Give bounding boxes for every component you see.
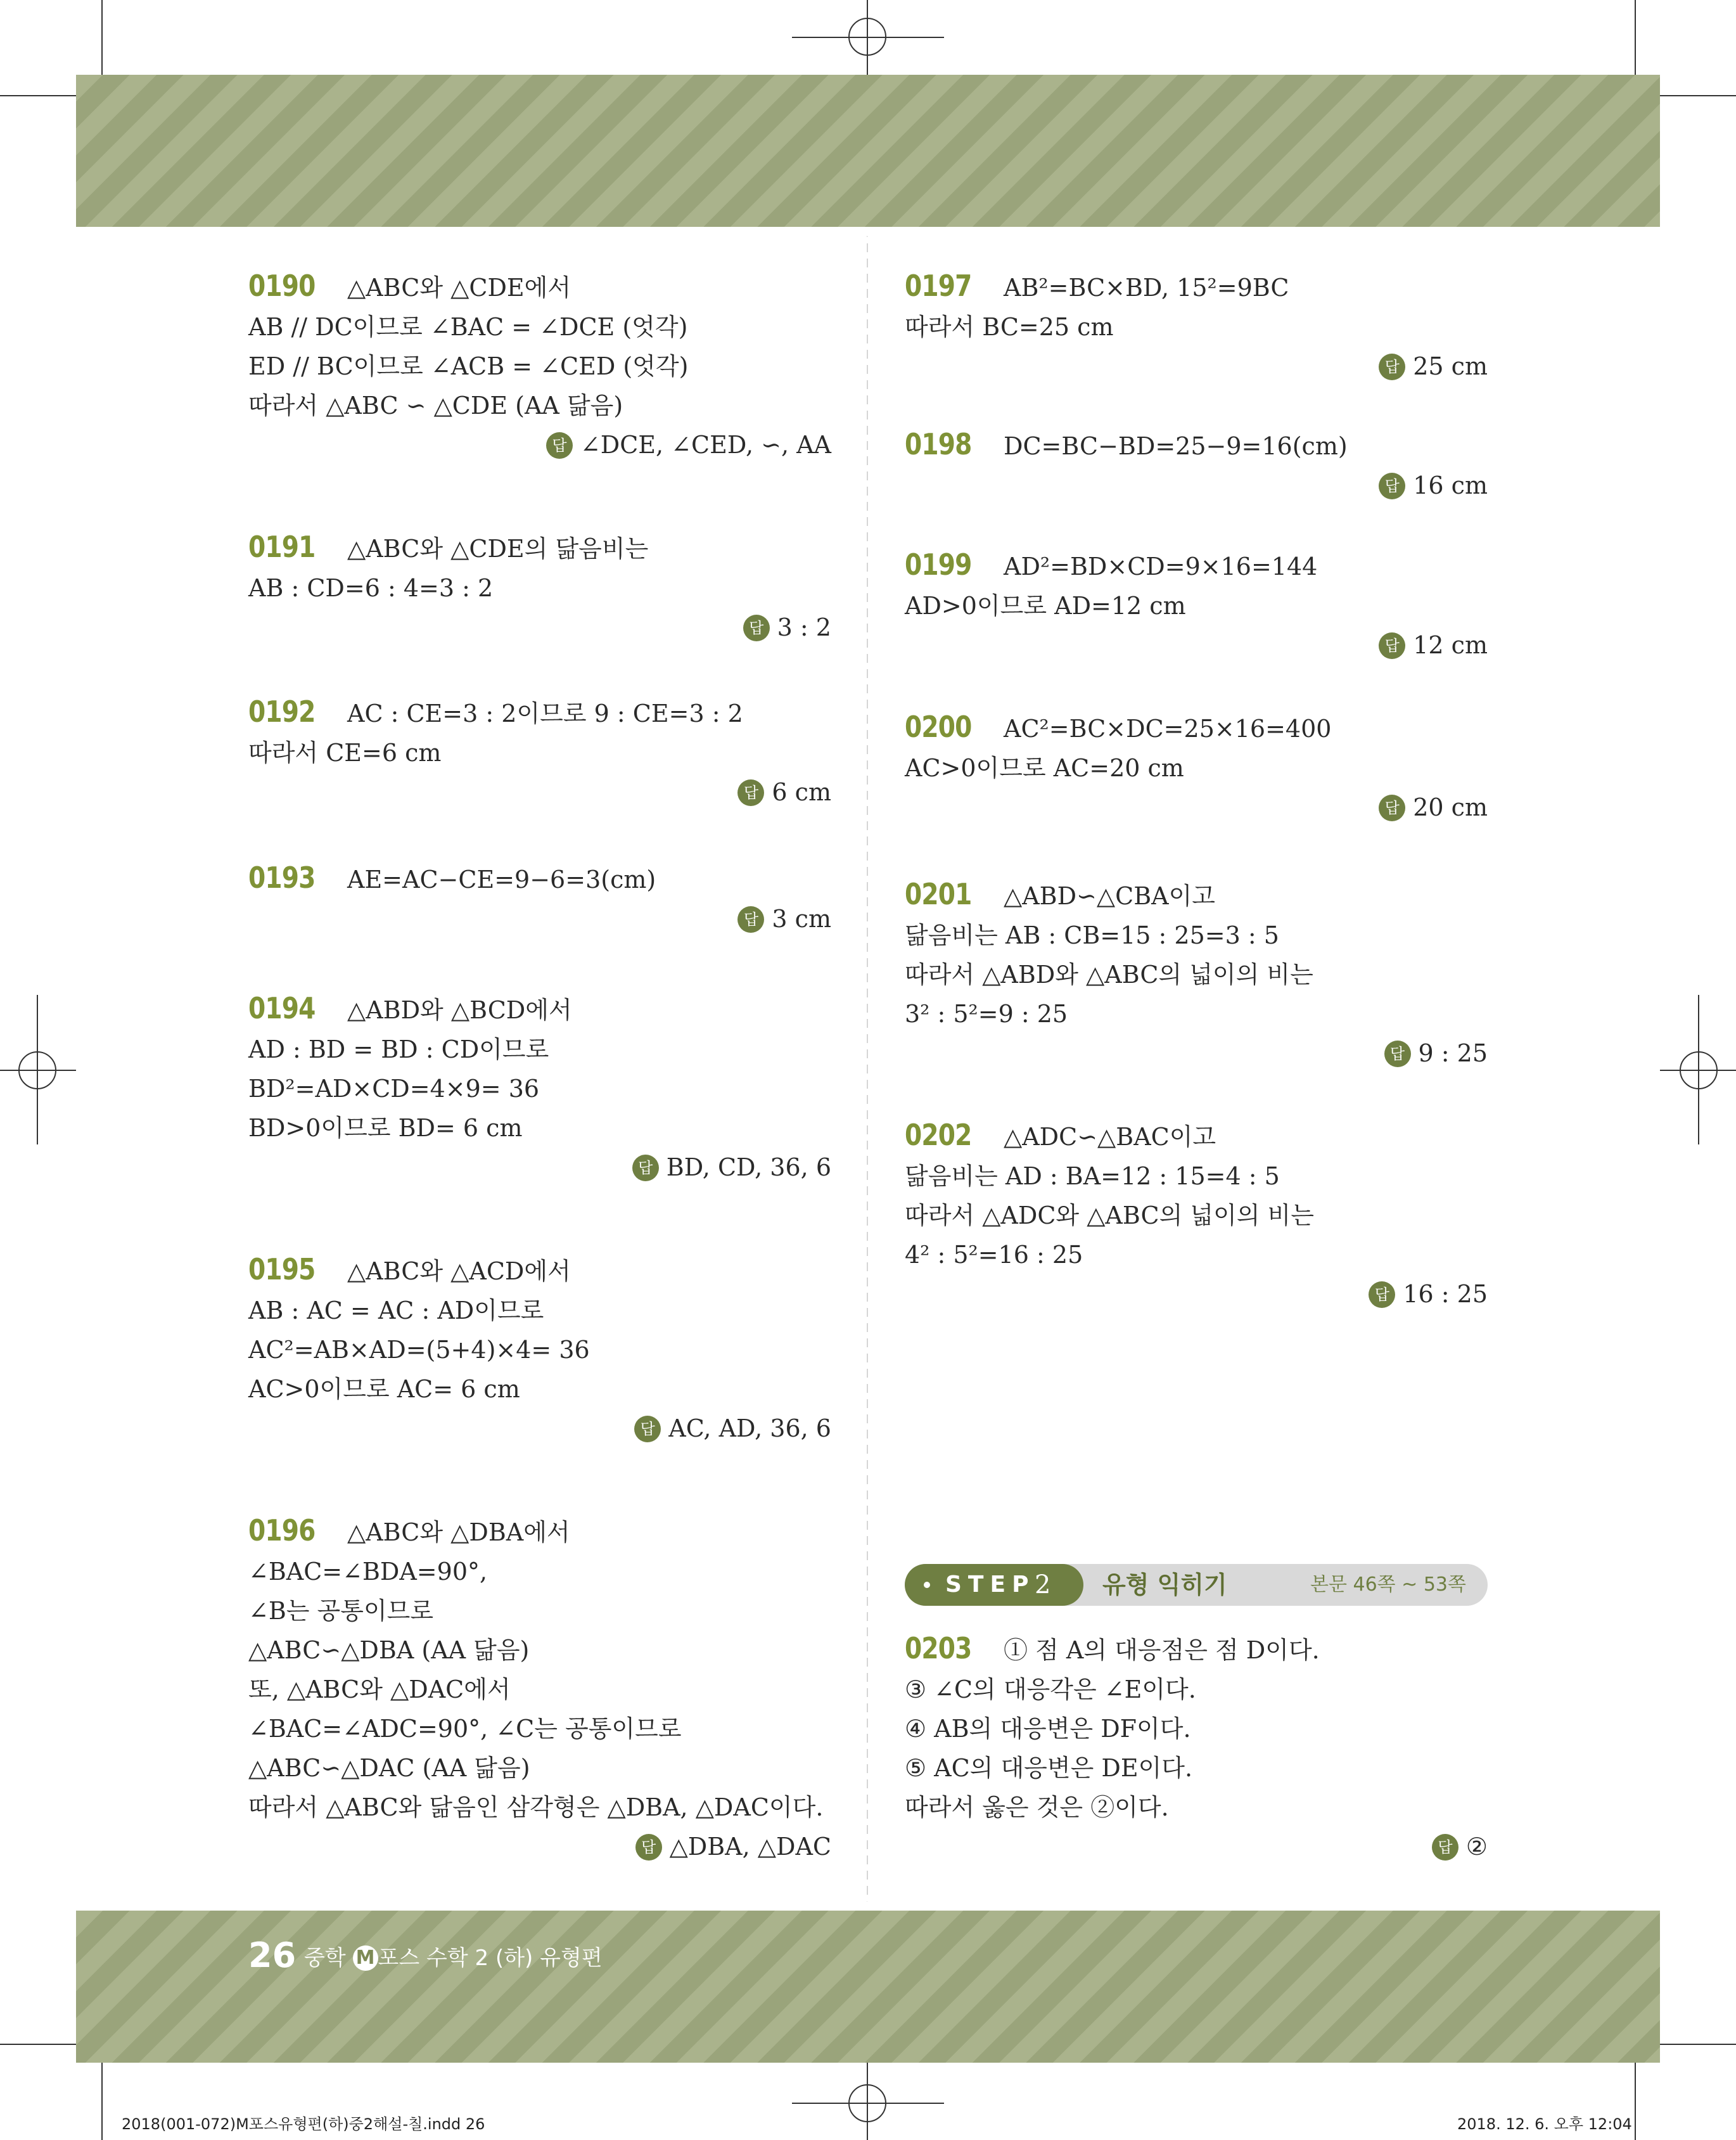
solution-line: △ABC와 △DBA에서 bbox=[347, 1518, 570, 1546]
answer bbox=[905, 1274, 1488, 1314]
solution-line: AB // DC이므로 ∠BAC = ∠DCE (엇각) bbox=[248, 313, 688, 341]
answer bbox=[248, 1409, 831, 1448]
solution-line: AC²=BC×DC=25×16=400 bbox=[1004, 715, 1332, 743]
answer bbox=[248, 608, 831, 647]
answer-badge: 답 bbox=[634, 1416, 661, 1442]
solution-line: △ABC와 △ACD에서 bbox=[347, 1257, 571, 1285]
crop-mark bbox=[1660, 95, 1736, 96]
problem-0195 bbox=[248, 1250, 831, 1448]
answer-text: ② bbox=[1465, 1833, 1488, 1861]
solution-line: AD²=BD×CD=9×16=144 bbox=[1004, 553, 1318, 580]
book-title-rest: 포스 수학 2 (하) 유형편 bbox=[378, 1945, 603, 1971]
answer bbox=[905, 625, 1488, 665]
solution-line: 닮음비는 AB : CB=15 : 25=3 : 5 bbox=[905, 921, 1279, 949]
step-label-pill bbox=[905, 1564, 1083, 1606]
crop-mark bbox=[101, 0, 103, 75]
bottom-decorative-band bbox=[76, 1911, 1660, 2063]
solution-line: DC=BC−BD=25−9=16(cm) bbox=[1004, 432, 1348, 460]
step-section-bar bbox=[905, 1564, 1488, 1606]
answer-badge: 답 bbox=[743, 615, 770, 641]
problem-number: 0190 bbox=[248, 269, 316, 303]
solution-line: AB : AC = AC : AD이므로 bbox=[248, 1297, 544, 1324]
problem-number: 0196 bbox=[248, 1513, 316, 1547]
solution-line: △ABD∽△CBA이고 bbox=[1004, 882, 1215, 910]
crop-mark bbox=[1635, 0, 1636, 75]
problem-0199 bbox=[905, 545, 1488, 665]
problem-0201 bbox=[905, 875, 1488, 1073]
answer-badge: 답 bbox=[1379, 632, 1405, 659]
answer-text: 3 cm bbox=[772, 905, 831, 933]
solution-line: 닮음비는 AD : BA=12 : 15=4 : 5 bbox=[905, 1162, 1280, 1190]
answer-badge: 답 bbox=[635, 1834, 662, 1861]
answer-text: 3 : 2 bbox=[777, 613, 831, 641]
problem-number: 0191 bbox=[248, 530, 316, 564]
solution-line: △ABD와 △BCD에서 bbox=[347, 996, 572, 1024]
top-decorative-band bbox=[76, 75, 1660, 227]
solution-line: ∠B는 공통이므로 bbox=[248, 1597, 434, 1625]
crop-mark bbox=[0, 95, 76, 96]
answer-text: 9 : 25 bbox=[1418, 1039, 1488, 1067]
solution-line: △ABC∽△DBA (AA 닮음) bbox=[248, 1636, 530, 1664]
step-number: 2 bbox=[1035, 1570, 1051, 1599]
solution-line: 따라서 △ABD와 △ABC의 넓이의 비는 bbox=[905, 961, 1313, 989]
answer-badge: 답 bbox=[1379, 473, 1405, 499]
answer-badge: 답 bbox=[632, 1155, 659, 1181]
answer-text: △DBA, △DAC bbox=[669, 1833, 831, 1861]
bullet-dot-icon bbox=[924, 1582, 930, 1588]
solution-line: ⑤ AC의 대응변은 DE이다. bbox=[905, 1754, 1193, 1782]
spine-notch-bottom bbox=[859, 1900, 877, 1911]
registration-mark bbox=[18, 1051, 56, 1089]
problem-0198 bbox=[905, 425, 1488, 505]
solution-line: AB²=BC×BD, 15²=9BC bbox=[1004, 274, 1289, 302]
problem-0197 bbox=[905, 266, 1488, 386]
solution-line: AC>0이므로 AC= 6 cm bbox=[248, 1375, 520, 1403]
step-title: 유형 익히기 bbox=[1102, 1571, 1227, 1599]
problem-number: 0202 bbox=[905, 1118, 972, 1152]
crop-mark bbox=[1660, 2044, 1736, 2045]
answer-badge: 답 bbox=[1379, 795, 1405, 821]
problem-number: 0193 bbox=[248, 861, 316, 895]
solution-line: ∠BAC=∠ADC=90°, ∠C는 공통이므로 bbox=[248, 1715, 682, 1743]
solution-line: AB : CD=6 : 4=3 : 2 bbox=[248, 574, 494, 602]
solution-line: ED // BC이므로 ∠ACB = ∠CED (엇각) bbox=[248, 352, 689, 380]
answer-badge: 답 bbox=[737, 906, 764, 933]
answer-text: 16 : 25 bbox=[1403, 1280, 1488, 1308]
solution-line: 또, △ABC와 △DAC에서 bbox=[248, 1675, 511, 1703]
answer bbox=[905, 347, 1488, 386]
answer bbox=[248, 772, 831, 812]
solution-line: 따라서 옳은 것은 ②이다. bbox=[905, 1793, 1169, 1821]
problem-0192 bbox=[248, 692, 831, 812]
step-page-range: 본문 46쪽 ~ 53쪽 bbox=[1310, 1573, 1466, 1596]
problem-number: 0200 bbox=[905, 710, 972, 744]
problem-number: 0198 bbox=[905, 427, 972, 461]
solution-line: △ADC∽△BAC이고 bbox=[1004, 1123, 1216, 1151]
page-number: 26 bbox=[248, 1935, 297, 1975]
answer-text: 12 cm bbox=[1413, 631, 1488, 659]
problem-0203 bbox=[905, 1629, 1488, 1866]
solution-line: AE=AC−CE=9−6=3(cm) bbox=[347, 866, 656, 894]
answer bbox=[248, 1148, 831, 1187]
registration-mark bbox=[848, 2084, 886, 2122]
solution-line: AD>0이므로 AD=12 cm bbox=[905, 592, 1186, 620]
problem-number: 0201 bbox=[905, 877, 972, 911]
book-title-prefix: 중학 bbox=[304, 1945, 346, 1971]
problem-number: 0194 bbox=[248, 991, 316, 1025]
page-spine-divider bbox=[867, 228, 868, 1907]
solution-line: 3² : 5²=9 : 25 bbox=[905, 1000, 1068, 1028]
problem-number: 0192 bbox=[248, 695, 316, 729]
m-logo-icon: M bbox=[353, 1945, 378, 1971]
solution-line: △ABC와 △CDE의 닮음비는 bbox=[347, 535, 649, 563]
answer bbox=[248, 425, 831, 465]
crop-mark bbox=[101, 2063, 103, 2140]
solution-line: 따라서 △ABC ∽ △CDE (AA 닮음) bbox=[248, 392, 623, 420]
answer-text: ∠DCE, ∠CED, ∽, AA bbox=[580, 431, 831, 459]
solution-line: 4² : 5²=16 : 25 bbox=[905, 1241, 1083, 1269]
problem-0193 bbox=[248, 858, 831, 939]
answer-text: AC, AD, 36, 6 bbox=[668, 1414, 831, 1442]
answer bbox=[905, 788, 1488, 827]
solution-line: 따라서 BC=25 cm bbox=[905, 313, 1114, 341]
problem-0190 bbox=[248, 266, 831, 465]
solution-line: AC : CE=3 : 2이므로 9 : CE=3 : 2 bbox=[347, 700, 743, 727]
solution-line: ∠BAC=∠BDA=90°, bbox=[248, 1558, 488, 1586]
solution-line: 따라서 △ADC와 △ABC의 넓이의 비는 bbox=[905, 1201, 1314, 1229]
solution-line: BD>0이므로 BD= 6 cm bbox=[248, 1114, 523, 1142]
registration-mark bbox=[1680, 1051, 1718, 1089]
answer bbox=[905, 1034, 1488, 1073]
answer bbox=[905, 1827, 1488, 1866]
answer-badge: 답 bbox=[1379, 354, 1405, 380]
answer-text: 16 cm bbox=[1413, 471, 1488, 499]
problem-number: 0195 bbox=[248, 1252, 316, 1286]
answer-badge: 답 bbox=[1384, 1041, 1411, 1067]
solution-line: 따라서 CE=6 cm bbox=[248, 739, 442, 767]
answer-badge: 답 bbox=[737, 779, 764, 806]
solution-line: BD²=AD×CD=4×9= 36 bbox=[248, 1075, 540, 1103]
answer bbox=[248, 899, 831, 939]
answer-text: BD, CD, 36, 6 bbox=[666, 1153, 831, 1181]
solution-line: AC>0이므로 AC=20 cm bbox=[905, 754, 1184, 782]
print-slug-file: 2018(001-072)M포스유형편(하)중2해설-칠.indd 26 bbox=[122, 2115, 485, 2133]
crop-mark bbox=[0, 2044, 76, 2045]
solution-line: AC²=AB×AD=(5+4)×4= 36 bbox=[248, 1336, 590, 1364]
problem-0202 bbox=[905, 1115, 1488, 1314]
problem-0196 bbox=[248, 1511, 831, 1866]
answer-text: 6 cm bbox=[772, 778, 831, 806]
registration-mark bbox=[848, 18, 886, 56]
solution-line: △ABC와 △CDE에서 bbox=[347, 274, 571, 302]
problem-number: 0199 bbox=[905, 548, 972, 582]
problem-number: 0197 bbox=[905, 269, 972, 303]
solution-line: ③ ∠C의 대응각은 ∠E이다. bbox=[905, 1675, 1196, 1703]
step-label: STEP bbox=[945, 1572, 1035, 1598]
book-title bbox=[304, 1940, 603, 1971]
answer bbox=[905, 466, 1488, 505]
crop-mark bbox=[1635, 2063, 1636, 2140]
answer-badge: 답 bbox=[1369, 1281, 1395, 1308]
problem-0194 bbox=[248, 989, 831, 1187]
answer-badge: 답 bbox=[1432, 1834, 1458, 1861]
answer-text: 25 cm bbox=[1413, 352, 1488, 380]
problem-number: 0203 bbox=[905, 1631, 972, 1665]
answer-text: 20 cm bbox=[1413, 793, 1488, 821]
solution-line: ① 점 A의 대응점은 점 D이다. bbox=[1004, 1636, 1320, 1664]
problem-0200 bbox=[905, 707, 1488, 827]
problem-0191 bbox=[248, 527, 831, 647]
solution-line: AD : BD = BD : CD이므로 bbox=[248, 1035, 549, 1063]
print-slug-date: 2018. 12. 6. 오후 12:04 bbox=[1457, 2115, 1632, 2133]
solution-line: ④ AB의 대응변은 DF이다. bbox=[905, 1715, 1191, 1743]
spine-notch-top bbox=[859, 227, 877, 237]
solution-line: 따라서 △ABC와 닮음인 삼각형은 △DBA, △DAC이다. bbox=[248, 1793, 824, 1821]
answer bbox=[248, 1827, 831, 1866]
answer-badge: 답 bbox=[546, 432, 573, 459]
solution-line: △ABC∽△DAC (AA 닮음) bbox=[248, 1754, 530, 1782]
